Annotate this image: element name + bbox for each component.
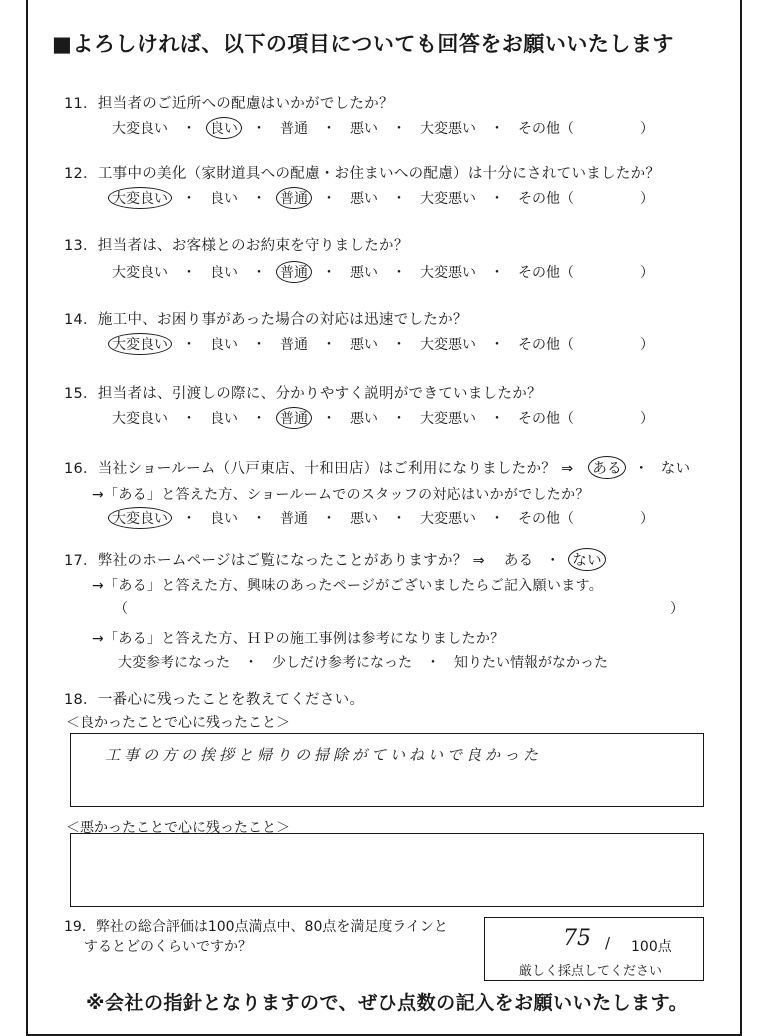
option-other[interactable]: その他（ [518,411,574,427]
separator: ・ [490,511,504,527]
option-bad[interactable]: 悪い [350,121,378,137]
question-17-sub1: →「ある」と答えた方、興味のあったページがございましたらご記入願います。 [92,578,603,594]
separator: ・ [252,121,266,137]
separator: ・ [182,191,196,207]
separator: ・ [322,411,336,427]
question-19-line1: 19．弊社の総合評価は100点満点中、80点を満足度ラインと [64,919,448,935]
option-other[interactable]: その他（ [518,511,574,527]
good-label: ＜良かったことで心に残ったこと＞ [66,715,290,731]
separator: ・ [182,511,196,527]
interest-page-field[interactable] [114,598,684,618]
footer-note: ※会社の指針となりますので、ぜひ点数の記入をお願いいたします。 [86,992,689,1014]
option-very-good[interactable]: 大変良い [108,187,172,209]
question-18: 18．一番心に残ったことを教えてください。 [64,692,365,708]
question-16-text: 16．当社ショールーム（八戸東店、十和田店）はご利用になりましたか？ ⇒ [64,461,574,477]
option-very-bad[interactable]: 大変悪い [420,265,476,281]
option-bad[interactable]: 悪い [350,191,378,207]
separator: ・ [182,265,196,281]
question-17-text: 17．弊社のホームページはご覧になったことがありますか？ ⇒ [64,553,485,569]
separator: ・ [252,337,266,353]
separator: ・ [252,265,266,281]
question-11: 11．担当者のご近所への配慮はいかがでしたか？ [64,96,394,112]
separator: ・ [490,265,504,281]
question-19-line2: するとどのくらいですか？ [84,939,252,955]
yes-no-16: ある ・ ない [592,457,690,478]
option-good[interactable]: 良い [210,511,238,527]
close-paren: ） [640,511,654,527]
option-bad[interactable]: 悪い [350,411,378,427]
separator: ・ [322,337,336,353]
separator: ・ [392,337,406,353]
option-other[interactable]: その他（ [518,265,574,281]
score-box[interactable] [484,917,704,981]
rating-row-12 [112,188,654,208]
option-very-good[interactable]: 大変良い [108,333,172,355]
option-good[interactable]: 良い [206,117,242,139]
option-average[interactable]: 普通 [276,407,312,429]
bad-answer-box[interactable] [70,833,704,907]
option-very-bad[interactable]: 大変悪い [420,411,476,427]
separator: ・ [322,511,336,527]
separator: ・ [322,121,336,137]
option-bad[interactable]: 悪い [350,265,378,281]
hp-options-row: 大変参考になった ・ 少しだけ参考になった ・ 知りたい情報がなかった [118,655,608,671]
separator: ・ [322,191,336,207]
rating-row-11 [112,118,654,138]
separator: ・ [392,265,406,281]
close-paren: ） [640,121,654,137]
option-average[interactable]: 普通 [280,121,308,137]
separator: ・ [392,411,406,427]
close-paren: ） [640,191,654,207]
option-very-bad[interactable]: 大変悪い [420,121,476,137]
separator: ・ [252,511,266,527]
separator: ・ [490,121,504,137]
question-12: 12．工事中の美化（家財道具への配慮・お住まいへの配慮）は十分にされていましたか？ [64,166,661,182]
page-title: ■よろしければ、以下の項目についても回答をお願いいたします [52,32,674,56]
option-average[interactable]: 普通 [276,261,312,283]
hp-option-very-helpful[interactable]: 大変参考になった [118,655,230,671]
separator: ・ [182,337,196,353]
separator: ・ [182,411,196,427]
option-average[interactable]: 普通 [280,511,308,527]
close-paren: ） [640,337,654,353]
yes-no-17: ある ・ ない [504,549,602,570]
bad-label: ＜悪かったことで心に残ったこと＞ [66,820,290,836]
question-13: 13．担当者は、お客様とのお約束を守りましたか？ [64,238,409,254]
separator: ・ [322,265,336,281]
option-yes-16[interactable]: ある [588,456,626,479]
good-answer-text: 工事の方の挨拶と帰りの掃除がていねいで良かった [105,746,543,764]
rating-row-16 [112,508,654,528]
option-very-good[interactable]: 大変良い [108,507,172,529]
question-16 [64,457,690,478]
option-bad[interactable]: 悪い [350,511,378,527]
question-14: 14．施工中、お困り事があった場合の対応は迅速でしたか？ [64,312,468,328]
open-paren: （ [114,601,128,617]
separator: ・ [392,191,406,207]
option-no-16[interactable]: ない [660,461,691,477]
option-no-17[interactable]: ない [568,548,606,571]
good-answer-box[interactable] [70,733,704,807]
option-very-good[interactable]: 大変良い [112,411,168,427]
hp-option-not-helpful[interactable]: 知りたい情報がなかった [454,655,608,671]
option-very-good[interactable]: 大変良い [112,121,168,137]
score-slash: / [605,934,611,952]
hp-option-slightly-helpful[interactable]: 少しだけ参考になった [272,655,412,671]
option-very-bad[interactable]: 大変悪い [420,511,476,527]
rating-row-15 [112,408,654,428]
separator: ・ [392,121,406,137]
option-good[interactable]: 良い [210,337,238,353]
question-17 [64,549,602,570]
question-16-sub: →「ある」と答えた方、ショールームでのスタッフの対応はいかがでしたか？ [92,487,590,503]
option-average[interactable]: 普通 [276,187,312,209]
close-paren: ） [640,265,654,281]
option-very-bad[interactable]: 大変悪い [420,337,476,353]
option-other[interactable]: その他（ [518,191,574,207]
separator: ・ [490,411,504,427]
separator: ・ [252,191,266,207]
option-bad[interactable]: 悪い [350,337,378,353]
option-very-good[interactable]: 大変良い [112,265,168,281]
score-max: 100点 [631,939,672,955]
score-note: 厳しく採点してください [519,964,663,979]
question-15: 15．担当者は、引渡しの際に、分かりやすく説明ができていましたか？ [64,386,542,402]
rating-row-14 [112,334,654,354]
option-good[interactable]: 良い [210,191,238,207]
separator: ・ [490,337,504,353]
option-other[interactable]: その他（ [518,337,574,353]
question-17-sub2: →「ある」と答えた方、ＨＰの施工事例は参考になりましたか？ [92,631,505,647]
separator: ・ [252,411,266,427]
option-average[interactable]: 普通 [280,337,308,353]
option-very-bad[interactable]: 大変悪い [420,191,476,207]
question-19 [64,917,448,957]
rating-row-13 [112,262,654,282]
option-other[interactable]: その他（ [518,121,574,137]
close-paren: ） [640,411,654,427]
option-good[interactable]: 良い [210,411,238,427]
option-yes-17[interactable]: ある [503,553,534,569]
score-value: 75 [563,926,591,951]
separator: ・ [490,191,504,207]
option-good[interactable]: 良い [210,265,238,281]
separator: ・ [182,121,196,137]
separator: ・ [392,511,406,527]
close-paren: ） [670,601,684,617]
